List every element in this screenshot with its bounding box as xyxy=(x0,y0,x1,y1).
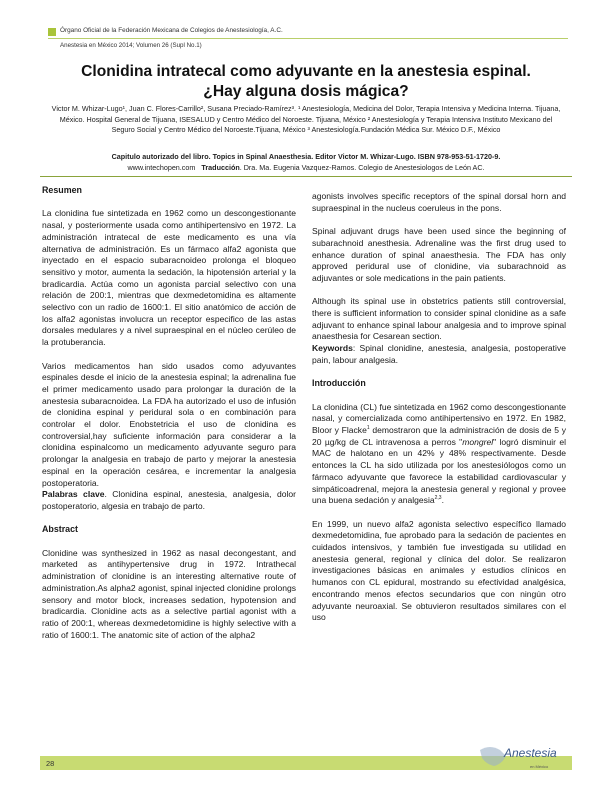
abstract-paragraph-1: Clonidine was synthesized in 1962 as nasal decongestant, and marketed as antihypertensive drug in 1972. Intrathecal administration of clonidine is an interesting alternative route of administration.As alpha2 agonist, spinal injected clonidine prolongs sensory and motor block, increases sedation, hypotension and bradicardia. Clonidine acts as a selective partial agonist with a ratio of 200:1, whereas dexmedetomidine is highly selective with a ratio of 1600:1. The anatomic site of action of the alpha2 xyxy=(42,547,296,640)
abstract-keywords-label: Keywords xyxy=(312,343,353,354)
resumen-keywords-text: . Clonidina espinal, anestesia, analgesia, dolor postoperatorio, algesia en trabajo de parto. xyxy=(42,489,296,511)
citation-book: Capitulo autorizado del libro. Topics in Spinal Anaesthesia. Editor Victor M. Whizar-Lugo. ISBN 978-953-51-1720-9. xyxy=(111,152,501,161)
section-divider xyxy=(40,176,572,177)
abstract-keywords xyxy=(312,343,566,366)
resumen-keywords xyxy=(42,489,296,512)
left-column xyxy=(42,185,296,653)
citation-block xyxy=(48,152,564,173)
translation-label: Traducción xyxy=(201,162,240,172)
abstract-keywords-text: : Spinal clonidine, anestesia, analgesia, postoperative pain, labour analgesia. xyxy=(312,343,566,365)
article-title xyxy=(40,62,572,102)
resumen-heading: Resumen xyxy=(42,185,82,195)
citation-url[interactable]: www.intechopen.com xyxy=(127,162,196,172)
header-marker xyxy=(48,28,56,36)
resumen-keywords-label: Palabras clave xyxy=(42,489,105,500)
title-line-2: ¿Hay alguna dosis mágica? xyxy=(203,83,409,100)
page-number: 28 xyxy=(46,759,55,768)
logo-subtext: en México xyxy=(530,764,549,769)
journal-line: Órgano Oficial de la Federación Mexicana de Colegios de Anestesiología, A.C. xyxy=(60,27,283,34)
translation-credit: . Dra. Ma. Eugenia Vazquez-Ramos. Colegio de Anestesiologos de León AC. xyxy=(239,162,485,172)
abstract-paragraph-2: Spinal adjuvant drugs have been used since the beginning of subarachnoid anesthesia. Adrenaline was the first drug used to enhance duration of spinal anaesthesia. The FDA has only approved peridural use of clonidine, via subarachnoid as adjuvantes or sole medications in the pain patients. xyxy=(312,226,566,283)
author-affiliations: Victor M. Whizar-Lugo¹, Juan C. Flores-Carrillo², Susana Preciado-Ramírez³. ¹ Anestesiología, Medicina del Dolor, Terapia Intensiva y Medicina Interna. Tijuana, México. Hospital General de Tijuana, ISESALUD y Centro Médico del Noroeste. Tijuana, México ² Anestesiología y Terapia Intensiva Instituto Mexicano del Seguro Social y Centro Médico del Noroeste.Tijuana, México ³ Anestesiología.Fundación Médica Sur. México D.F., México xyxy=(51,104,561,135)
header-divider xyxy=(48,38,568,39)
intro-heading: Introducción xyxy=(312,378,366,389)
logo-text: Anestesia xyxy=(504,746,557,760)
right-column xyxy=(312,191,566,636)
title-line-1: Clonidina intratecal como adyuvante en la anestesia espinal. xyxy=(81,63,531,80)
abstract-heading: Abstract xyxy=(42,524,79,535)
volume-line: Anestesia en México 2014; Volumen 26 (Supl No.1) xyxy=(60,42,202,49)
intro-paragraph-1: La clonidina (CL) fue sintetizada en 1962 como descongestionante nasal, y comercializada como antihipertensivo en 1972. En 1982, Bloor y Flacke$^1$ demostraron que la administración de dosis de 5 y 20 µg/kg de CL intravenosa a perros "mongrel" logró disminuir el MAC de halotano en un 42% y 48% respectivamente. Desde entonces la CL ha sido utilizada por los anestesiólogos como un fármaco adyuvante que favorece la estabilidad cardiovascular y simpáticoadrenal, mejora la anestesia general y regional y provee una buena sedación y analgesia$^{2,3}$. xyxy=(312,401,566,506)
abstract-paragraph-3: Although its spinal use in obstetrics patients still controversial, there is sufficient information to consider spinal clonidine as a safe adjuvant to enhance spinal labour analgesia and to improve spinal anaesthesia for Cesarean section. xyxy=(312,296,566,342)
top-band xyxy=(0,0,612,22)
resumen-paragraph-2: Varios medicamentos han sido usados como adyuvantes espinales desde el inicio de la anestesia espinal; la adrenalina fue el primer medicamento usado para prolongar la duración de la anestesia subaracnoidea. La FDA ha autorizado el uso de infusión de clonidina espinal y peridural sola o en combinación para controlar el dolor. Enobstetricia el uso de clonidina es controversial,hay suficiente información para considerar a la clonidina espinalcomo un medicamento adyuvante seguro para prolongar la analgesia en trabajo de parto y mejorar la anestesia espinal en la operación cesárea, e incrementar la analgesia postoperatoria. xyxy=(42,360,296,488)
intro-paragraph-2: En 1999, un nuevo alfa2 agonista selectivo específico llamado dexmedetomidina, fue aprobado para la sedación de pacientes en cuidados intensivos, y también fue investigada su utilidad en anestesia general, regional y clínica del dolor. Se realizaron investigaciones básicas en animales y estudios clínicos en humanos con CL epidural, mostrando su efectividad analgésica, encontrando menos efectos secundarios que con ningún otro adyuvante neuroaxial. Se obtuvieron resultados similares con el uso xyxy=(312,518,566,623)
resumen-paragraph-1: La clonidina fue sintetizada en 1962 como un descongestionante nasal, y posteriormente usada como antihipertensivo en 1972. La administración intratecal de este medicamento es una vía alternativa de administración. Es un fármaco alfa2 agonista que inyectado en el espacio subaracnoideo prolonga el bloqueo sensitivo y motor, aumenta la sedación, la hipotensión arterial y la bradicardia. Actúa como un agonista parcial selectivo con una relación de 200:1, mientras que dexmedetomidina es altamente selectivo con un radio de 1600:1. El sitio anatómico de acción de los alfa2 agonistas involucra un receptor especifico de las astas dorsales medulares y a nivel supraespinal en el núcleo cerúleo de la protuberancia. xyxy=(42,208,296,348)
abstract-paragraph-1-cont: agonists involves specific receptors of the spinal dorsal horn and supraespinal in the nucleus coeruleus in the pons. xyxy=(312,191,566,213)
